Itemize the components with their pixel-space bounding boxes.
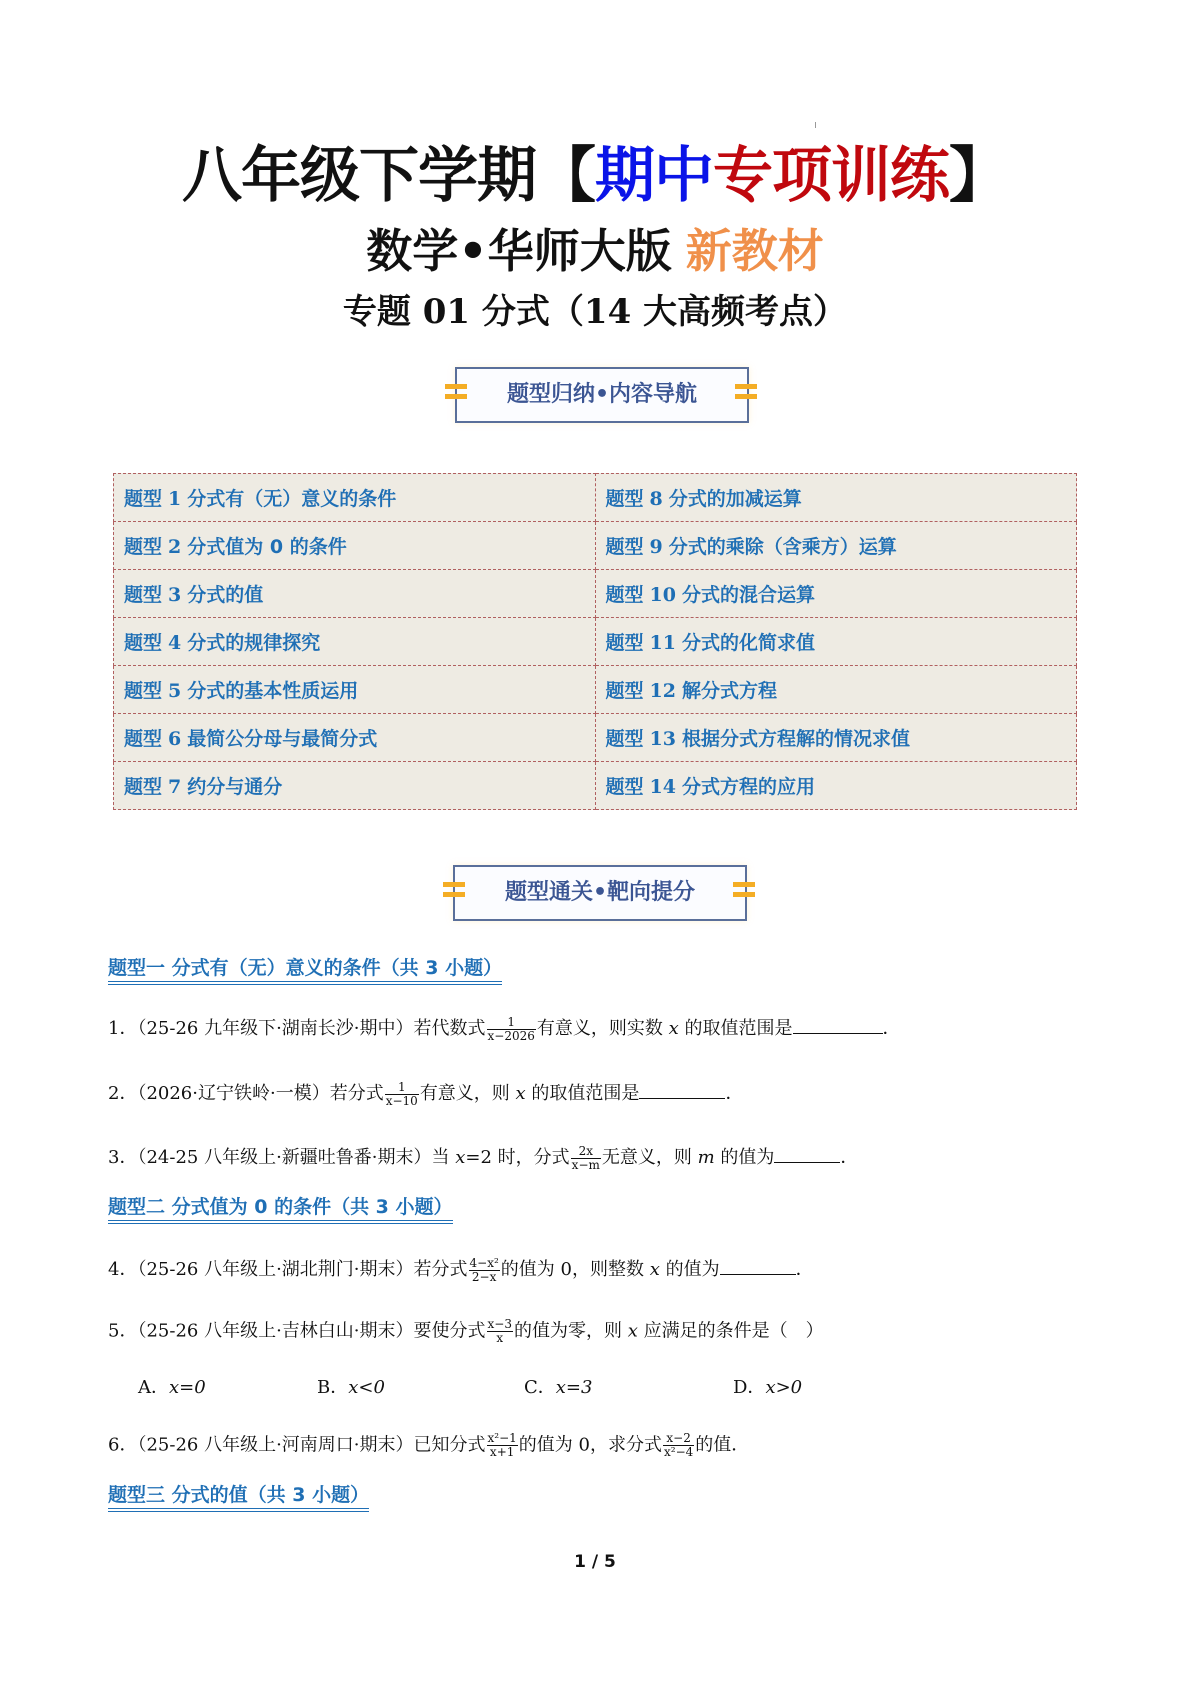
question-1: 1．（25-26 九年级下·湖南长沙·期中）若代数式 $\frac{1}{x-2026}$ 有意义，则实数 x 的取值范围是 ． xyxy=(108,1014,901,1043)
nav-item[interactable]: 题型 7 约分与通分 xyxy=(114,762,596,810)
option-d[interactable]: D．x>0 xyxy=(733,1377,803,1398)
table-row xyxy=(114,618,1077,666)
fraction: $\frac{\text{x²−1}}{x+1}$ xyxy=(487,1431,517,1459)
nav-item[interactable]: 题型 10 分式的混合运算 xyxy=(595,570,1076,618)
fraction: $\frac{x-3}{x}$ xyxy=(487,1317,512,1345)
nav-badge-label: 题型归纳•内容导航 xyxy=(506,382,698,407)
nav-item[interactable]: 题型 6 最简公分母与最简分式 xyxy=(114,714,596,762)
table-row xyxy=(114,474,1077,522)
equals-icon xyxy=(735,384,757,400)
answer-blank[interactable] xyxy=(793,1015,883,1034)
question-6: 6．（25-26 八年级上·河南周口·期末）已知分式 $\frac{\text{x²−1}}{x+1}$ 的值为 0，求分式 $\frac{x-2}{\text{x²−4}}$ 的值． xyxy=(108,1431,750,1459)
nav-item[interactable]: 题型 4 分式的规律探究 xyxy=(114,618,596,666)
answer-blank[interactable] xyxy=(720,1256,796,1275)
question-2: 2．（2026·辽宁铁岭·一模）若分式 $\frac{1}{x-10}$ 有意义，则 x 的取值范围是 ． xyxy=(108,1079,744,1108)
fraction: $\frac{2x}{x-m}$ xyxy=(571,1143,600,1172)
equals-icon xyxy=(733,882,755,898)
nav-item[interactable]: 题型 8 分式的加减运算 xyxy=(595,474,1076,522)
fraction: $\frac{1}{x-2026}$ xyxy=(487,1014,535,1043)
nav-item[interactable]: 题型 9 分式的乘除（含乘方）运算 xyxy=(595,522,1076,570)
nav-item[interactable]: 题型 14 分式方程的应用 xyxy=(595,762,1076,810)
subtitle xyxy=(0,222,1190,280)
option-c[interactable]: C．x=3 xyxy=(524,1377,593,1398)
section-heading[interactable]: 题型一 分式有（无）意义的条件（共 3 小题） xyxy=(108,955,502,985)
table-row xyxy=(114,666,1077,714)
practice-badge xyxy=(453,865,747,921)
title-black: 八年级下学期【 xyxy=(182,141,595,211)
table-row xyxy=(114,714,1077,762)
option-b[interactable]: B．x<0 xyxy=(317,1377,385,1398)
section-heading[interactable]: 题型二 分式值为 0 的条件（共 3 小题） xyxy=(108,1194,453,1224)
fraction: $\frac{\text{4−x²}}{2-x}$ xyxy=(469,1255,499,1284)
title-close: 】 xyxy=(949,141,1008,211)
page-number: 1 / 5 xyxy=(574,1552,616,1572)
table-row xyxy=(114,522,1077,570)
option-a[interactable]: A．x=0 xyxy=(138,1377,206,1398)
section-heading[interactable]: 题型三 分式的值（共 3 小题） xyxy=(108,1482,369,1512)
title-blue: 期中 xyxy=(595,141,713,211)
title-red: 专项训练 xyxy=(713,141,949,211)
fraction: $\frac{x-2}{\text{x²−4}}$ xyxy=(663,1431,694,1459)
question-5: 5．（25-26 八年级上·吉林白山·期末）要使分式 $\frac{x-3}{x}$ 的值为零，则 x 应满足的条件是（ ） xyxy=(108,1317,824,1345)
equals-icon xyxy=(445,384,467,400)
nav-item[interactable]: 题型 5 分式的基本性质运用 xyxy=(114,666,596,714)
subtitle-orange: 新教材 xyxy=(685,224,824,278)
nav-item[interactable]: 题型 3 分式的值 xyxy=(114,570,596,618)
equals-icon xyxy=(443,882,465,898)
question-3: 3．（24-25 八年级上·新疆吐鲁番·期末）当 x=2 时，分式 $\frac{2x}{x-m}$ 无意义，则 m 的值为 ． xyxy=(108,1143,859,1172)
answer-blank[interactable] xyxy=(639,1080,725,1099)
topic-nav-table xyxy=(113,473,1077,810)
main-title xyxy=(0,140,1190,212)
nav-badge xyxy=(455,367,749,423)
nav-item[interactable]: 题型 11 分式的化简求值 xyxy=(595,618,1076,666)
table-row xyxy=(114,762,1077,810)
nav-item[interactable]: 题型 13 根据分式方程解的情况求值 xyxy=(595,714,1076,762)
topic-title: 专题 01 分式（14 大高频考点） xyxy=(342,292,848,332)
answer-blank[interactable] xyxy=(774,1144,840,1163)
nav-item[interactable]: 题型 2 分式值为 0 的条件 xyxy=(114,522,596,570)
subtitle-black: 数学•华师大版 xyxy=(366,224,672,278)
table-row xyxy=(114,570,1077,618)
stray-mark xyxy=(815,122,816,128)
question-4: 4．（25-26 八年级上·湖北荆门·期末）若分式 $\frac{\text{4−x²}}{2-x}$ 的值为 0，则整数 x 的值为 ． xyxy=(108,1255,814,1284)
fraction: $\frac{1}{x-10}$ xyxy=(385,1079,418,1108)
nav-item[interactable]: 题型 1 分式有（无）意义的条件 xyxy=(114,474,596,522)
nav-item[interactable]: 题型 12 解分式方程 xyxy=(595,666,1076,714)
practice-badge-label: 题型通关•靶向提分 xyxy=(504,880,696,905)
